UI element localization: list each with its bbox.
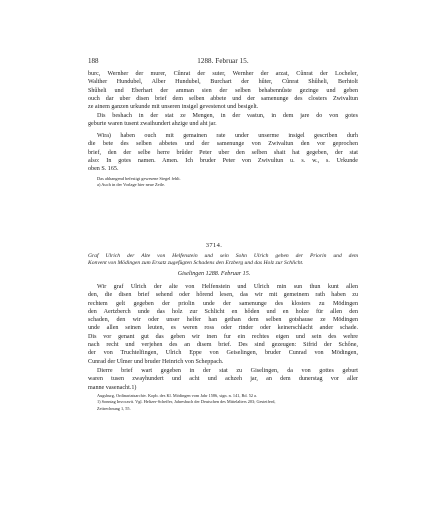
text-line: oben S. 165.	[88, 166, 119, 173]
text-line: brief, den der selbe herre brûder Peter uber den selben shait hat gegeben, der stat	[88, 149, 358, 156]
doc1-paragraph-1	[88, 70, 358, 111]
text-line: Dierre brief wart gegeben in der stat zu Giselingen, da von gottes geburt	[97, 368, 358, 374]
running-title: 1288. Februar 15.	[197, 57, 249, 65]
footnote: Zeitrechnung 1, 55.	[97, 405, 131, 411]
text-line: Walther Hundubel, Alber Hundubel, Burchart der hûter, Cûnrat Shûheli, Berhtolt	[88, 79, 358, 86]
regest-line: Konvent von Mödingen zum Ersatz zugefügten Schadens den Erzberg und das Holz zur Schlicht.	[88, 260, 304, 267]
document-number: 3714.	[205, 242, 223, 249]
footnote: Das abhangend befestigt gewesene Siegel fehlt.	[97, 176, 181, 181]
doc1-footnotes	[97, 176, 352, 188]
text-line: Wira) haben ouch mit gemainen rate under unserme insigel gescriben durh	[97, 133, 358, 139]
text-line: manne vasenacht.1)	[88, 384, 137, 391]
text-line: rechtem gelt gegeben der priolin unde der samenunge des klosters zu Mödingen	[88, 300, 358, 307]
text-line: den, die disen brief sehend oder hôrend lesen, das wir mit gemeinem rath haben zu	[88, 292, 358, 299]
doc1-paragraph-3	[88, 132, 358, 173]
text-line: ouch dar uber disen brief dem selben abbete und der samenunge des closters Zwivaltun	[88, 95, 358, 102]
text-line: schaden, den wir oder unser helfer han gethan dem selben gotshause ze Mödingen	[88, 317, 358, 324]
text-line: die bete des selben abbetes und der samenunge von Zwivaltun den vor geprochen	[88, 141, 358, 148]
text-line: Shûheli und Eberhart der amman sien der selben behabennûste gezinge und geben	[88, 87, 358, 94]
text-line: geburte waren tusent zwaihundert ahzige und aht jar.	[88, 121, 217, 128]
text-line: waren tusen zwayhundert und acht und achzeh jar, an dem dunerstag vor aller	[88, 376, 358, 383]
text-line: Wir graf Ulrich der alte von Helfenstein und Ulrich min sun thun kunt allen	[97, 284, 358, 290]
doc2-paragraph-2	[88, 367, 358, 392]
text-line: nach recht und verjehen des an disem brief. Des sind gezeugen: Sifrid der Schône,	[88, 342, 358, 349]
page-header	[88, 57, 358, 67]
text-line: ze ainem ganzen urkunde mit unseren insigel gevestenot und besigelt.	[88, 104, 259, 111]
footnote: 1) Sonntag Invocavit. Vgl. Heltzer-Scheffer, Jahresbuch der Deutschen des Mittelalters 203; Gesteiferd,	[97, 399, 276, 405]
text-line: Dis vor genant gut das geben wir inen fur ein rechtes eigen und sein des wehre	[88, 333, 358, 340]
page-number: 188	[88, 57, 99, 65]
doc2-notes	[97, 393, 352, 412]
text-line: unde allen seinen leuten, es weren ross oder rinder oder keinerschlacht ander schade.	[88, 325, 358, 332]
text-line: burc, Wernher der murer, Cûnrat der suter, Wernher der arzat, Cûnrat der Locheler,	[88, 71, 358, 77]
regest-line: Graf Ulrich der Alte von Helfenstein und sein Sohn Ulrich geben der Priorin und dem	[88, 253, 358, 259]
footnote: a) Auch in der Vorlage hier neue Zeile.	[97, 182, 166, 187]
regest	[88, 253, 358, 268]
text-line: der von Truchtelfingen, Ulrich Eppe von Geiselingen, bruder Cunrad von Mödingen,	[88, 350, 358, 357]
text-line: Dis beshach in der stat ze Mengen, in der vastun, in dem jare do von gotes	[97, 113, 358, 119]
dateline: Giselingen 1288. Februar 15.	[177, 271, 251, 277]
source-note: Augsburg, Ordinariatsarchiv. Kopb. des Kl. Mödingen vom Jahr 1586, sign. n. 141, Bd. 52 a.	[97, 393, 258, 398]
doc1-paragraph-2	[88, 112, 358, 129]
text-line: also: In gotes namen. Amen. Ich bruder Peter von Zwivultun u. s. w., s. Urkunde	[88, 157, 358, 164]
text-line: den Aertzberch unde das holz zur Schlicht en hôden und en holze für allen den	[88, 308, 358, 315]
text-line: Cunrad der Ulmer und bruder Heinrich von Scheppach.	[88, 358, 224, 365]
doc2-paragraph-1	[88, 283, 358, 366]
